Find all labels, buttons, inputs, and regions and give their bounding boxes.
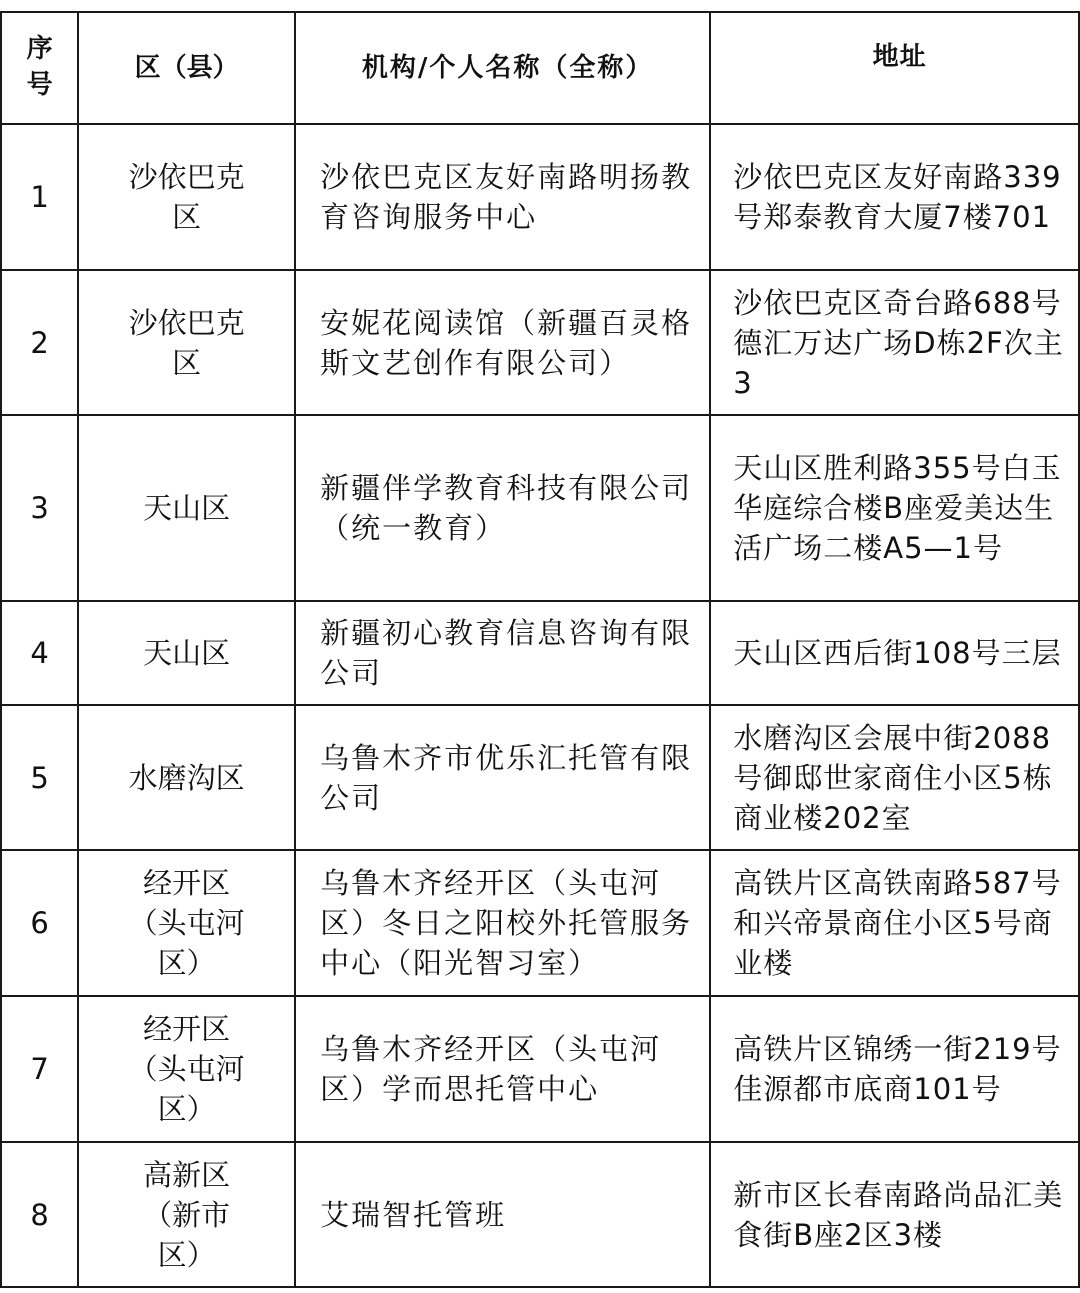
cell-name: 新疆初心教育信息咨询有限公司	[295, 601, 710, 705]
cell-district: 高新区（新市区）	[78, 1142, 295, 1287]
cell-district: 沙依巴克区	[78, 124, 295, 270]
header-name: 机构/个人名称（全称）	[295, 12, 710, 124]
table-row	[1, 1142, 1079, 1287]
cell-seq: 1	[1, 124, 78, 270]
table-row	[1, 601, 1079, 705]
cell-seq: 6	[1, 850, 78, 996]
cell-name: 新疆伴学教育科技有限公司（统一教育）	[295, 415, 710, 601]
header-district: 区（县）	[78, 12, 295, 124]
cell-address: 高铁片区高铁南路587号和兴帝景商住小区5号商业楼	[710, 850, 1079, 996]
cell-name: 艾瑞智托管班	[295, 1142, 710, 1287]
cell-address: 沙依巴克区友好南路339号郑泰教育大厦7楼701	[710, 124, 1079, 270]
cell-name: 乌鲁木齐经开区（头屯河区）学而思托管中心	[295, 996, 710, 1142]
cell-seq: 4	[1, 601, 78, 705]
cell-address: 新市区长春南路尚品汇美食街B座2区3楼	[710, 1142, 1079, 1287]
header-seq: 序号	[1, 12, 78, 124]
cell-district: 沙依巴克区	[78, 270, 295, 415]
cell-name: 安妮花阅读馆（新疆百灵格斯文艺创作有限公司）	[295, 270, 710, 415]
cell-district: 水磨沟区	[78, 705, 295, 850]
table-row	[1, 124, 1079, 270]
table-header-row	[1, 12, 1079, 124]
cell-district: 经开区（头屯河区）	[78, 850, 295, 996]
cell-name: 沙依巴克区友好南路明扬教育咨询服务中心	[295, 124, 710, 270]
cell-address: 高铁片区锦绣一街219号佳源都市底商101号	[710, 996, 1079, 1142]
cell-name: 乌鲁木齐市优乐汇托管有限公司	[295, 705, 710, 850]
table-row	[1, 270, 1079, 415]
cell-district: 天山区	[78, 601, 295, 705]
cell-district: 天山区	[78, 415, 295, 601]
cell-address: 天山区胜利路355号白玉华庭综合楼B座爱美达生活广场二楼A5—1号	[710, 415, 1079, 601]
cell-address: 天山区西后街108号三层	[710, 601, 1079, 705]
cell-seq: 2	[1, 270, 78, 415]
table-row	[1, 996, 1079, 1142]
cell-address: 沙依巴克区奇台路688号德汇万达广场D栋2F次主3	[710, 270, 1079, 415]
cell-seq: 5	[1, 705, 78, 850]
cell-seq: 7	[1, 996, 78, 1142]
cell-name: 乌鲁木齐经开区（头屯河区）冬日之阳校外托管服务中心（阳光智习室）	[295, 850, 710, 996]
cell-district: 经开区（头屯河区）	[78, 996, 295, 1142]
table-row	[1, 850, 1079, 996]
table-row	[1, 705, 1079, 850]
cell-seq: 8	[1, 1142, 78, 1287]
table-row	[1, 415, 1079, 601]
cell-address: 水磨沟区会展中街2088号御邸世家商住小区5栋商业楼202室	[710, 705, 1079, 850]
institution-table	[0, 11, 1080, 1288]
header-address: 地址	[710, 12, 1079, 124]
cell-seq: 3	[1, 415, 78, 601]
